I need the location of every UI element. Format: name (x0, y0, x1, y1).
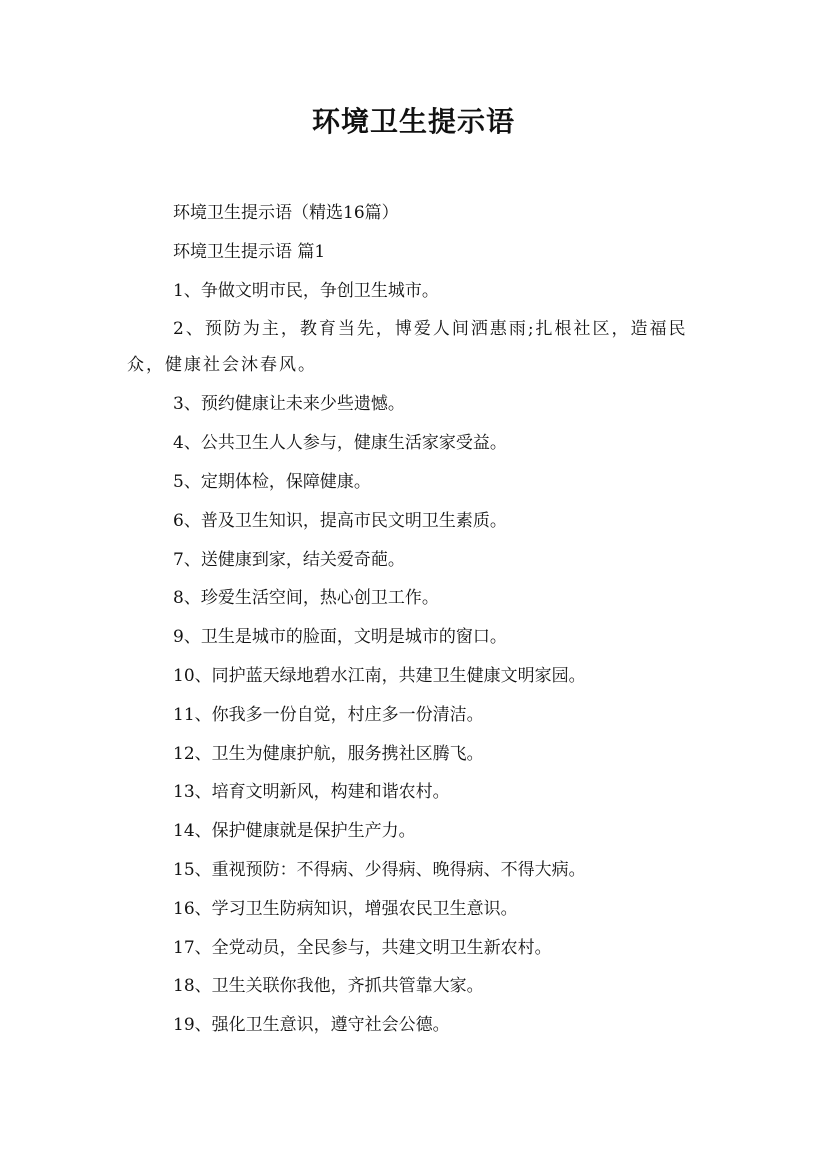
list-item: 6、普及卫生知识，提高市民文明卫生素质。 (173, 510, 507, 531)
list-item: 18、卫生关联你我他，齐抓共管靠大家。 (173, 976, 484, 997)
document-body (127, 195, 717, 1046)
list-item: 3、预约健康让未来少些遗憾。 (173, 394, 405, 415)
list-item: 15、重视预防：不得病、少得病、晚得病、不得大病。 (173, 859, 586, 880)
list-item: 5、定期体检，保障健康。 (173, 471, 371, 492)
list-item: 11、你我多一份自觉，村庄多一份清洁。 (173, 704, 484, 725)
list-item: 17、全党动员，全民参与，共建文明卫生新农村。 (173, 937, 552, 958)
list-item: 14、保护健康就是保护生产力。 (173, 821, 416, 842)
page-title: 环境卫生提示语 (311, 105, 515, 138)
list-item: 13、培育文明新风，构建和谐农村。 (173, 782, 450, 803)
list-item: 9、卫生是城市的脸面，文明是城市的窗口。 (173, 627, 507, 648)
list-item: 10、同护蓝天绿地碧水江南，共建卫生健康文明家园。 (173, 665, 586, 686)
list-item: 7、送健康到家，结关爱奇葩。 (173, 549, 405, 570)
list-item: 19、强化卫生意识，遵守社会公德。 (173, 1015, 450, 1036)
list-item: 2、预防为主，教育当先，博爱人间洒惠雨;扎根社区，造福民众，健康社会沐春风。 (127, 319, 688, 376)
subtitle: 环境卫生提示语（精选16篇） (173, 203, 399, 223)
list-item: 8、珍爱生活空间，热心创卫工作。 (173, 588, 439, 609)
list-item: 12、卫生为健康护航，服务携社区腾飞。 (173, 743, 484, 764)
section-heading: 环境卫生提示语 篇1 (173, 241, 326, 262)
list-item: 16、学习卫生防病知识，增强农民卫生意识。 (173, 898, 518, 919)
list-item: 4、公共卫生人人参与，健康生活家家受益。 (173, 433, 507, 454)
list-item: 1、争做文明市民，争创卫生城市。 (173, 280, 439, 301)
